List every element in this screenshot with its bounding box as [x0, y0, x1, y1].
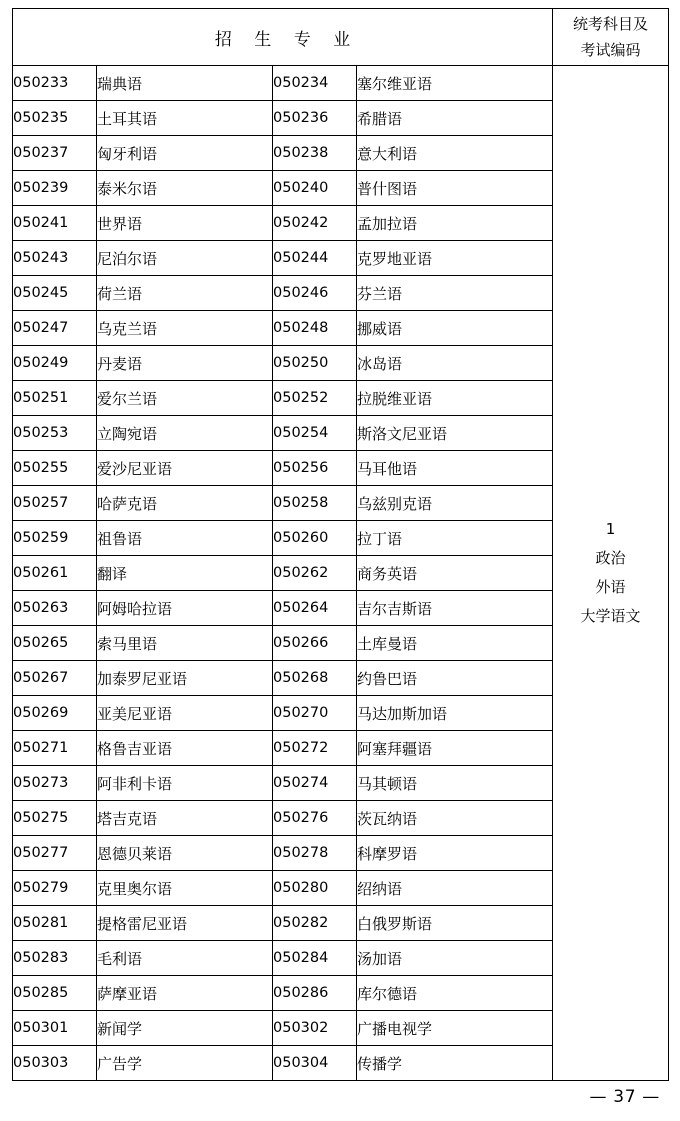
major-code: 050273 — [13, 766, 97, 801]
major-code: 050260 — [273, 521, 357, 556]
major-code: 050251 — [13, 381, 97, 416]
major-name: 阿姆哈拉语 — [97, 591, 273, 626]
major-name: 世界语 — [97, 206, 273, 241]
major-name: 新闻学 — [97, 1011, 273, 1046]
major-name: 吉尔吉斯语 — [357, 591, 553, 626]
major-name: 泰米尔语 — [97, 171, 273, 206]
major-code: 050237 — [13, 136, 97, 171]
major-code: 050247 — [13, 311, 97, 346]
major-name: 格鲁吉亚语 — [97, 731, 273, 766]
major-code: 050279 — [13, 871, 97, 906]
major-code: 050252 — [273, 381, 357, 416]
header-exam-subjects-line1: 统考科目及 — [573, 14, 649, 33]
major-code: 050272 — [273, 731, 357, 766]
exam-subject-line: 大学语文 — [580, 607, 641, 626]
major-name: 立陶宛语 — [97, 416, 273, 451]
major-code: 050256 — [273, 451, 357, 486]
major-name: 普什图语 — [357, 171, 553, 206]
major-code: 050248 — [273, 311, 357, 346]
major-name: 亚美尼亚语 — [97, 696, 273, 731]
header-exam-subjects — [553, 9, 669, 66]
header-exam-subjects-line2: 考试编码 — [580, 41, 641, 59]
major-name: 塞尔维亚语 — [357, 66, 553, 101]
major-name: 孟加拉语 — [357, 206, 553, 241]
major-code: 050267 — [13, 661, 97, 696]
major-name: 土库曼语 — [357, 626, 553, 661]
major-code: 050281 — [13, 906, 97, 941]
header-majors: 招 生 专 业 — [13, 9, 553, 66]
major-name: 绍纳语 — [357, 871, 553, 906]
major-name: 马达加斯加语 — [357, 696, 553, 731]
major-code: 050262 — [273, 556, 357, 591]
major-name: 阿塞拜疆语 — [357, 731, 553, 766]
major-code: 050233 — [13, 66, 97, 101]
major-code: 050277 — [13, 836, 97, 871]
major-code: 050275 — [13, 801, 97, 836]
major-code: 050257 — [13, 486, 97, 521]
major-name: 爱尔兰语 — [97, 381, 273, 416]
exam-subjects-cell — [553, 66, 669, 1081]
major-name: 阿非利卡语 — [97, 766, 273, 801]
major-name: 拉脱维亚语 — [357, 381, 553, 416]
major-name: 恩德贝莱语 — [97, 836, 273, 871]
major-name: 爱沙尼亚语 — [97, 451, 273, 486]
major-name: 芬兰语 — [357, 276, 553, 311]
major-name: 祖鲁语 — [97, 521, 273, 556]
major-name: 希腊语 — [357, 101, 553, 136]
major-name: 白俄罗斯语 — [357, 906, 553, 941]
major-code: 050271 — [13, 731, 97, 766]
exam-subject-line: 政治 — [595, 548, 626, 567]
major-name: 塔吉克语 — [97, 801, 273, 836]
major-name: 冰岛语 — [357, 346, 553, 381]
major-code: 050245 — [13, 276, 97, 311]
major-name: 哈萨克语 — [97, 486, 273, 521]
major-code: 050250 — [273, 346, 357, 381]
major-code: 050254 — [273, 416, 357, 451]
major-code: 050286 — [273, 976, 357, 1011]
major-code: 050283 — [13, 941, 97, 976]
major-name: 约鲁巴语 — [357, 661, 553, 696]
major-name: 丹麦语 — [97, 346, 273, 381]
major-code: 050239 — [13, 171, 97, 206]
major-name: 马其顿语 — [357, 766, 553, 801]
major-code: 050258 — [273, 486, 357, 521]
major-name: 意大利语 — [357, 136, 553, 171]
major-name: 克罗地亚语 — [357, 241, 553, 276]
major-code: 050263 — [13, 591, 97, 626]
major-code: 050274 — [273, 766, 357, 801]
major-code: 050261 — [13, 556, 97, 591]
major-name: 土耳其语 — [97, 101, 273, 136]
exam-subject-line: 1 — [605, 519, 616, 538]
major-code: 050236 — [273, 101, 357, 136]
major-name: 乌克兰语 — [97, 311, 273, 346]
major-name: 毛利语 — [97, 941, 273, 976]
major-code: 050302 — [273, 1011, 357, 1046]
major-name: 尼泊尔语 — [97, 241, 273, 276]
table-row — [13, 66, 669, 101]
major-code: 050235 — [13, 101, 97, 136]
major-code: 050269 — [13, 696, 97, 731]
major-code: 050242 — [273, 206, 357, 241]
major-code: 050276 — [273, 801, 357, 836]
table-header — [13, 9, 669, 66]
major-code: 050243 — [13, 241, 97, 276]
major-code: 050264 — [273, 591, 357, 626]
major-name: 汤加语 — [357, 941, 553, 976]
major-name: 挪威语 — [357, 311, 553, 346]
page-number: — 37 — — [589, 1087, 660, 1107]
major-code: 050240 — [273, 171, 357, 206]
major-code: 050280 — [273, 871, 357, 906]
major-code: 050303 — [13, 1046, 97, 1081]
major-code: 050259 — [13, 521, 97, 556]
major-code: 050270 — [273, 696, 357, 731]
major-code: 050278 — [273, 836, 357, 871]
major-name: 斯洛文尼亚语 — [357, 416, 553, 451]
major-code: 050253 — [13, 416, 97, 451]
majors-table — [12, 8, 669, 1081]
major-code: 050284 — [273, 941, 357, 976]
major-code: 050234 — [273, 66, 357, 101]
major-name: 茨瓦纳语 — [357, 801, 553, 836]
major-name: 瑞典语 — [97, 66, 273, 101]
major-code: 050241 — [13, 206, 97, 241]
major-name: 科摩罗语 — [357, 836, 553, 871]
major-name: 马耳他语 — [357, 451, 553, 486]
major-name: 匈牙利语 — [97, 136, 273, 171]
exam-subject-line: 外语 — [595, 578, 626, 596]
major-code: 050244 — [273, 241, 357, 276]
major-name: 翻译 — [97, 556, 273, 591]
major-name: 克里奥尔语 — [97, 871, 273, 906]
major-name: 库尔德语 — [357, 976, 553, 1011]
table-body — [13, 66, 669, 1081]
major-name: 萨摩亚语 — [97, 976, 273, 1011]
major-code: 050249 — [13, 346, 97, 381]
table-header-row — [13, 9, 669, 66]
major-code: 050238 — [273, 136, 357, 171]
major-name: 传播学 — [357, 1046, 553, 1081]
major-code: 050285 — [13, 976, 97, 1011]
major-name: 荷兰语 — [97, 276, 273, 311]
major-name: 广播电视学 — [357, 1011, 553, 1046]
major-name: 索马里语 — [97, 626, 273, 661]
major-name: 提格雷尼亚语 — [97, 906, 273, 941]
major-name: 加泰罗尼亚语 — [97, 661, 273, 696]
major-code: 050246 — [273, 276, 357, 311]
major-code: 050282 — [273, 906, 357, 941]
major-code: 050266 — [273, 626, 357, 661]
major-code: 050255 — [13, 451, 97, 486]
major-name: 商务英语 — [357, 556, 553, 591]
major-code: 050268 — [273, 661, 357, 696]
major-code: 050265 — [13, 626, 97, 661]
major-name: 拉丁语 — [357, 521, 553, 556]
major-name: 乌兹别克语 — [357, 486, 553, 521]
major-code: 050301 — [13, 1011, 97, 1046]
major-name: 广告学 — [97, 1046, 273, 1081]
major-code: 050304 — [273, 1046, 357, 1081]
